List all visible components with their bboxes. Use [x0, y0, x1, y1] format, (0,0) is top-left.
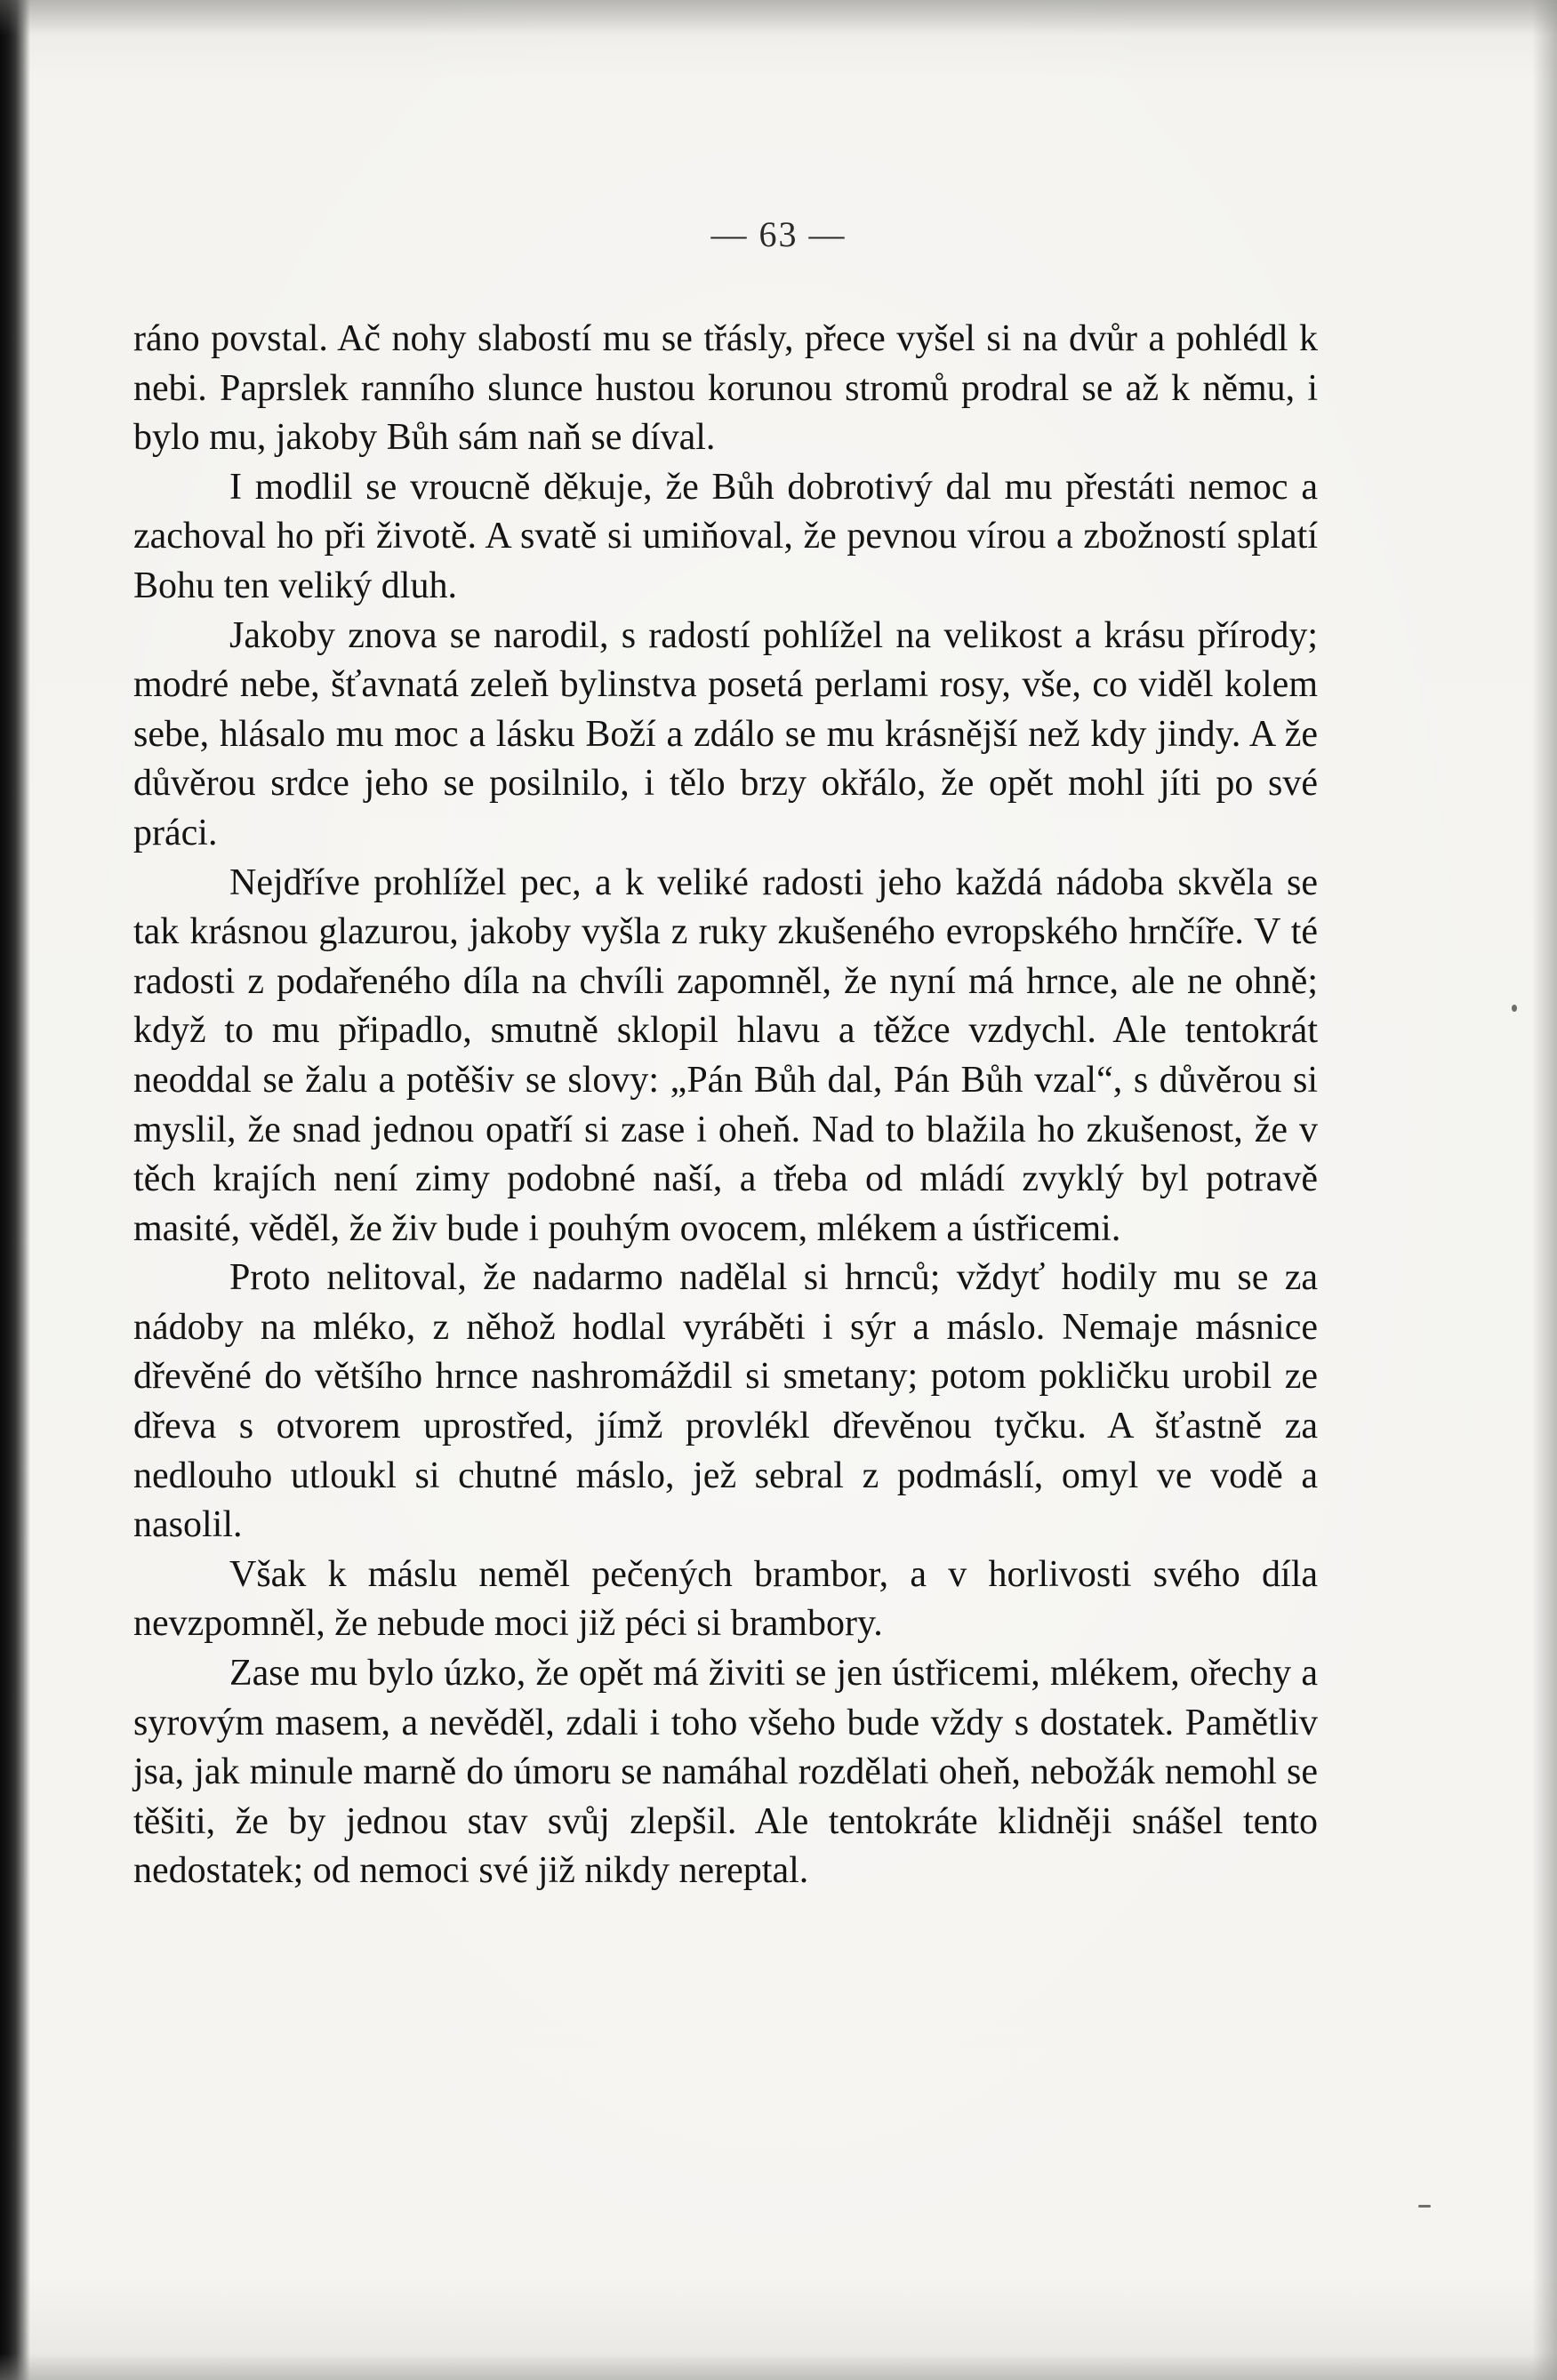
right-edge-shadow [1532, 0, 1557, 2380]
body-text [133, 315, 1318, 1896]
paragraph: ráno povstal. Ač nohy slabostí mu se třásly, přece vyšel si na dvůr a pohlédl k nebi. Paprslek ranního slunce hustou korunou stromů prodral se až k němu, i bylo mu, jakoby Bůh sám naň se díval. [133, 318, 1318, 459]
paragraph: Jakoby znova se narodil, s radostí pohlížel na velikost a krásu přírody; modré nebe, šťavnatá zeleň bylinstva posetá perlami rosy, vše, co viděl kolem sebe, hlásalo mu moc a lásku Boží a zdálo se mu krásnější než kdy jindy. A že důvěrou srdce jeho se posilnilo, i tělo brzy okřálo, že opět mohl jíti po své práci. [133, 614, 1318, 853]
paragraph: Nejdříve prohlížel pec, a k veliké radosti jeho každá nádoba skvěla se tak krásnou glazurou, jakoby vyšla z ruky zkušeného evropského hrnčíře. V té radosti z podařeného díla na chvíli zapomněl, že nyní má hrnce, ale ne ohně; když to mu připadlo, smutně sklopil hlavu a těžce vzdychl. Ale tentokrát neoddal se žalu a potěšiv se slovy: „Pán Bůh dal, Pán Bůh vzal“, s důvěrou si myslil, že snad jednou opatří si zase i oheň. Nad to blažila ho zkušenost, že v těch krajích není zimy podobné naší, a třeba od mládí zvyklý byl potravě masité, věděl, že živ bude i pouhým ovocem, mlékem a ústřicemi. [133, 861, 1318, 1249]
paper-speck [1418, 2205, 1431, 2208]
paragraph: I modlil se vroucně děkuje, že Bůh dobrotivý dal mu přestáti nemoc a zachoval ho při životě. A svatě si umiňoval, že pevnou vírou a zbožností splatí Bohu ten veliký dluh. [133, 466, 1318, 606]
paragraph: Však k máslu neměl pečených brambor, a v horlivosti svého díla nevzpomněl, že nebude moci již péci si brambory. [133, 1553, 1318, 1645]
page-number: — 63 — [710, 214, 847, 254]
top-edge-shadow [0, 0, 1557, 36]
paragraph: Proto nelitoval, že nadarmo nadělal si hrnců; vždyť hodily mu se za nádoby na mléko, z něhož hodlal vyráběti i sýr a máslo. Nemaje másnice dřevěné do většího hrnce nashromáždil si smetany; potom pokličku urobil ze dřeva s otvorem uprostřed, jímž provlékl dřevěnou tyčku. A šťastně za nedlouho utloukl si chutné máslo, jež sebral z podmáslí, omyl ve vodě a nasolil. [133, 1257, 1318, 1546]
paragraph: Zase mu bylo úzko, že opět má živiti se jen ústřicemi, mlékem, ořechy a syrovým masem, a nevěděl, zdali i toho všeho bude vždy s dostatek. Pamětliv jsa, jak minule marně do úmoru se namáhal rozdělati oheň, nebožák nemohl se těšiti, že by jednou stav svůj zlepšil. Ale tentokráte klidněji snášel tento nedostatek; od nemoci své již nikdy nereptal. [133, 1653, 1318, 1892]
bottom-edge-shadow [0, 2353, 1557, 2380]
paper-speck [1512, 1005, 1517, 1012]
binding-edge [0, 0, 30, 2380]
